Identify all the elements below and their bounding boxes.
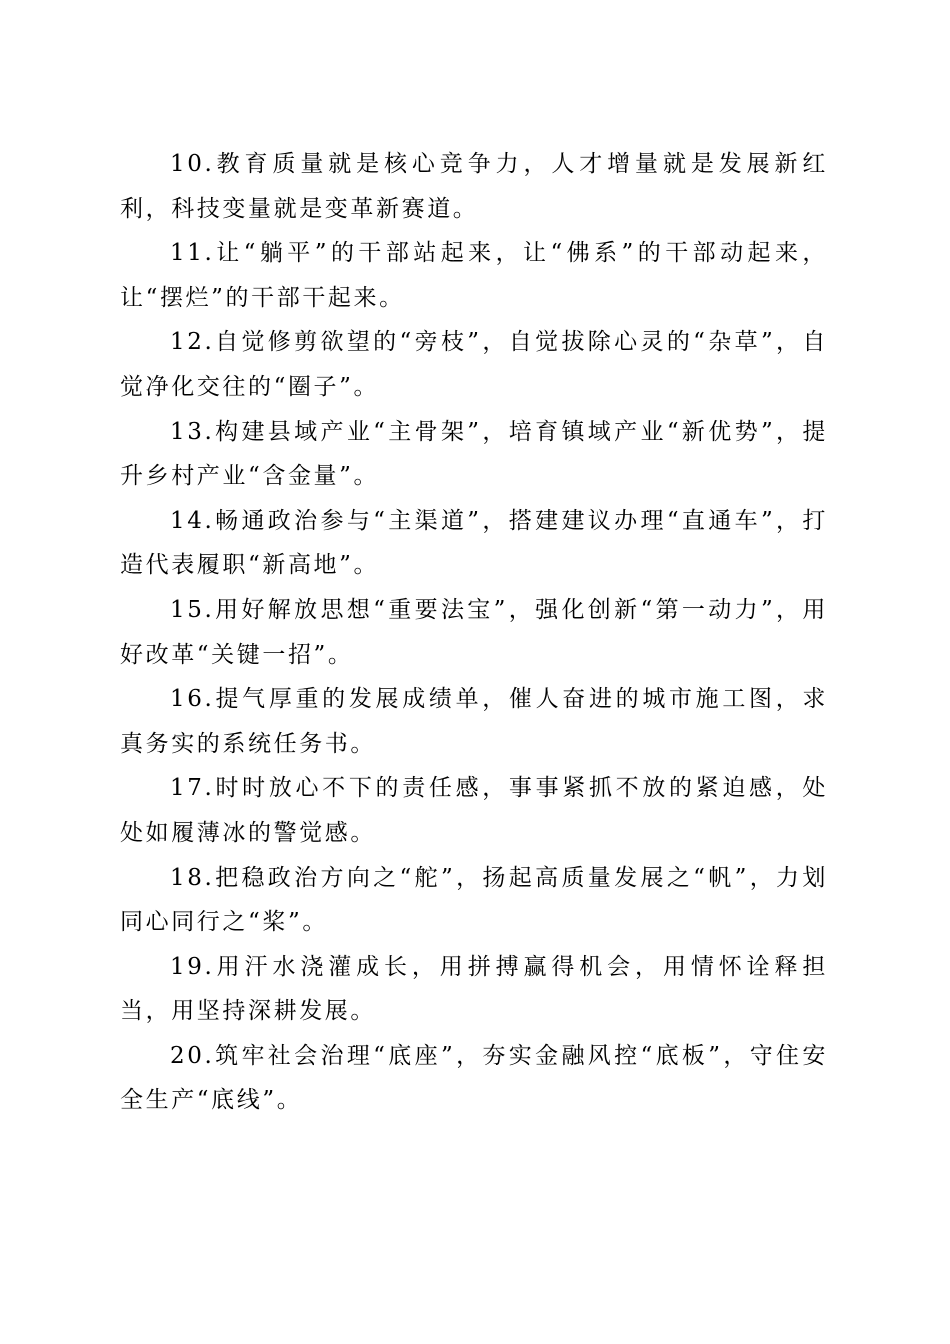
list-item: 13.构建县域产业“主骨架”，培育镇域产业“新优势”，提升乡村产业“含金量”。 xyxy=(120,418,828,490)
list-item: 14.畅通政治参与“主渠道”，搭建建议办理“直通车”，打造代表履职“新高地”。 xyxy=(120,507,828,579)
list-item: 16.提气厚重的发展成绩单，催人奋进的城市施工图，求真务实的系统任务书。 xyxy=(120,686,828,757)
list-item: 12.自觉修剪欲望的“旁枝”，自觉拔除心灵的“杂草”，自觉净化交往的“圈子”。 xyxy=(120,329,828,400)
list-item: 15.用好解放思想“重要法宝”，强化创新“第一动力”，用好改革“关键一招”。 xyxy=(120,596,828,668)
list-item: 19.用汗水浇灌成长，用拼搏赢得机会，用情怀诠释担当，用坚持深耕发展。 xyxy=(120,953,828,1025)
list-item: 20.筑牢社会治理“底座”，夯实金融风控“底板”，守住安全生产“底线”。 xyxy=(120,1042,828,1114)
list-item: 18.把稳政治方向之“舵”，扬起高质量发展之“帆”，力划同心同行之“桨”。 xyxy=(120,864,828,936)
document-body xyxy=(120,142,828,1123)
list-item: 10.教育质量就是核心竞争力，人才增量就是发展新红利，科技变量就是变革新赛道。 xyxy=(120,151,828,222)
list-item: 11.让“躺平”的干部站起来，让“佛系”的干部动起来，让“摆烂”的干部干起来。 xyxy=(120,240,828,311)
list-item: 17.时时放心不下的责任感，事事紧抓不放的紧迫感，处处如履薄冰的警觉感。 xyxy=(120,775,828,846)
